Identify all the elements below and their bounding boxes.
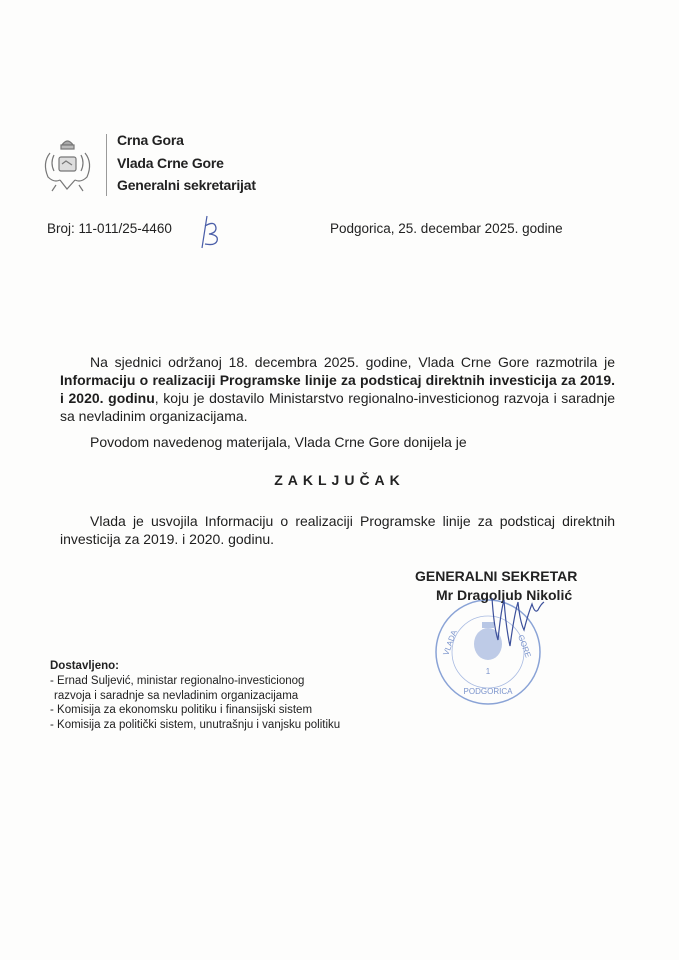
header-country: Crna Gora	[117, 132, 184, 148]
place-and-date: Podgorica, 25. decembar 2025. godine	[330, 221, 563, 236]
coat-of-arms-icon	[40, 135, 95, 195]
distribution-item: - Komisija za ekonomsku politiku i finansijski sistem	[50, 704, 313, 716]
svg-text:VLADA: VLADA	[441, 628, 459, 657]
header-secretariat: Generalni sekretarijat	[117, 177, 256, 193]
header-government: Vlada Crne Gore	[117, 155, 224, 171]
header-divider	[106, 134, 107, 196]
distribution-item: - Komisija za politički sistem, unutrašnju i vanjsku politiku	[50, 718, 341, 731]
svg-text:GORE: GORE	[516, 633, 533, 659]
conclusion-title: ZAKLJUČAK	[274, 472, 405, 488]
decision-intro: Povodom navedenog materijala, Vlada Crne Gore donijela je	[90, 434, 467, 450]
conclusion-paragraph: Vlada je usvojila Informaciju o realizaciji Programske linije za podsticaj direktnih investicija za 2019. i 2020. godinu.	[60, 513, 615, 547]
intro-paragraph: Na sjednici održanoj 18. decembra 2025. godine, Vlada Crne Gore razmotrila je Informaciju o realizaciji Programske linije za podsticaj direktnih investicija za 2019. i 2020. godinu, koju je dostavilo Ministarstvo regionalno-investicionog razvoja i saradnje sa nevladinim organizacijama.	[60, 354, 615, 424]
svg-text:PODGORICA: PODGORICA	[463, 687, 513, 696]
reference-number: Broj: 11-011/25-4460	[47, 221, 172, 236]
distribution-item: - Ernad Suljević, ministar regionalno-investicionog	[50, 675, 305, 687]
svg-text:1: 1	[485, 667, 491, 676]
document-subject: Informaciju o realizaciji Programske linije za podsticaj direktnih investicija za 2019. i 2020. godinu	[60, 372, 615, 406]
signatory-name: Mr Dragoljub Nikolić	[436, 587, 573, 603]
signatory-title: GENERALNI SEKRETAR	[415, 568, 578, 584]
distribution-list	[50, 674, 340, 732]
distribution-heading: Dostavljeno:	[50, 660, 120, 672]
distribution-item: razvoja i saradnje sa nevladinim organizacijama	[54, 689, 299, 702]
handwritten-mark	[198, 214, 222, 250]
handwritten-signature	[488, 590, 568, 660]
